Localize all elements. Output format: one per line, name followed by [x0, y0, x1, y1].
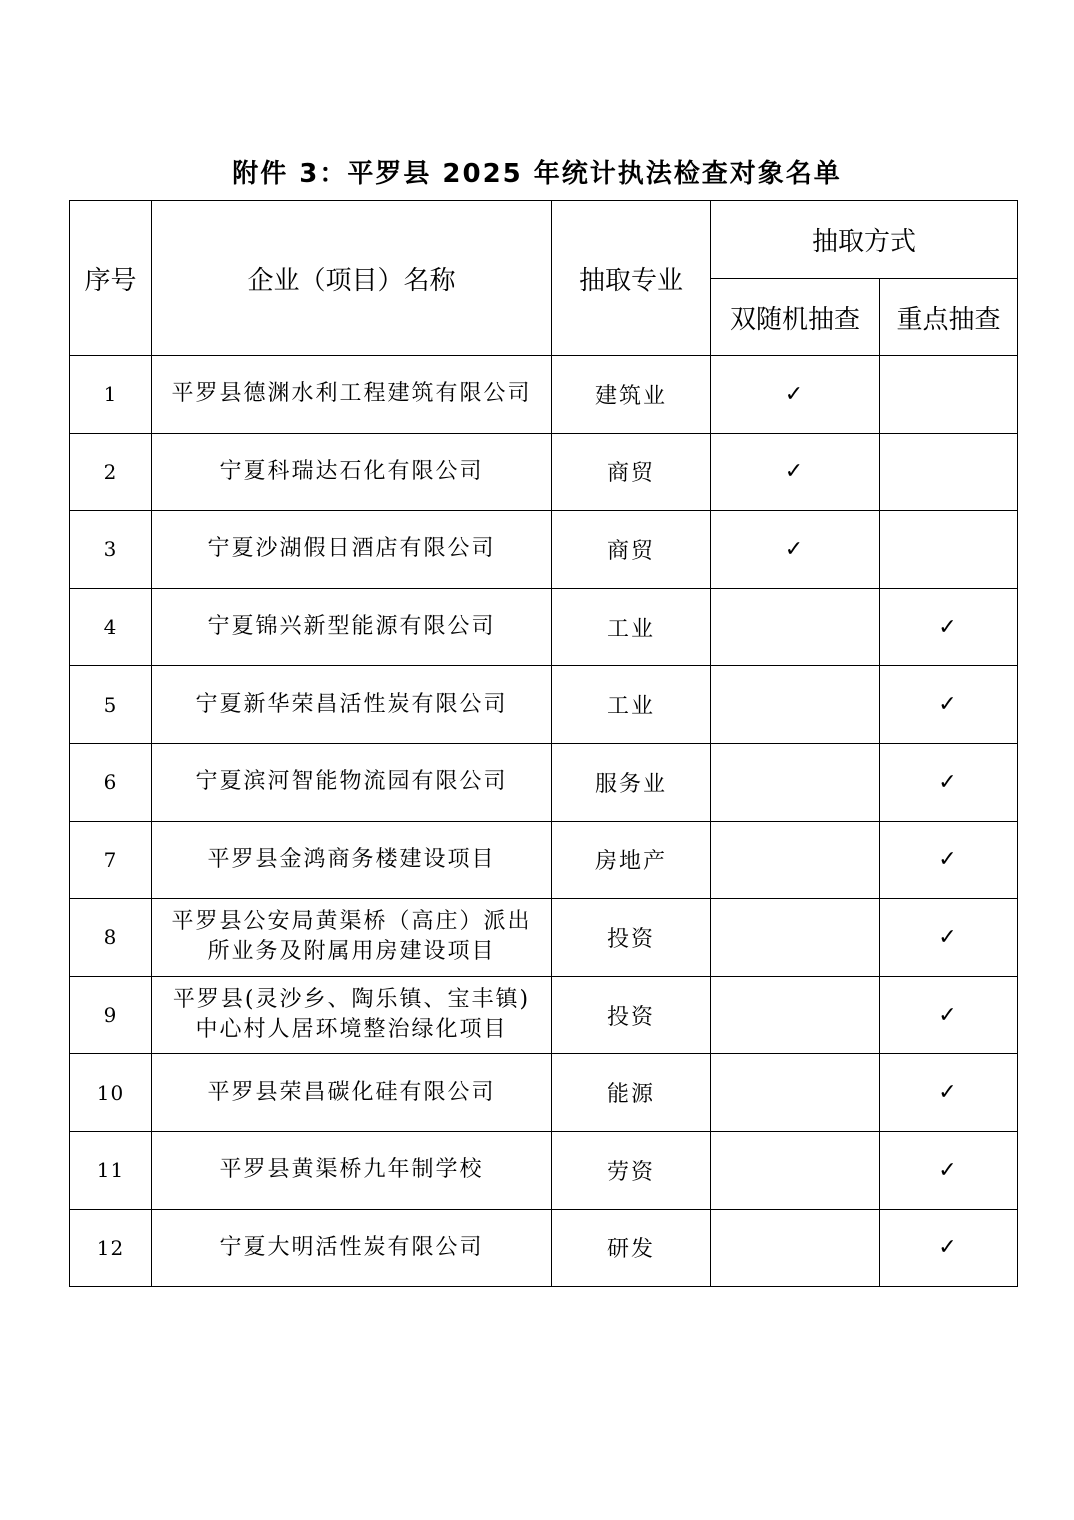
row-name: 平罗县金鸿商务楼建设项目 [152, 821, 552, 899]
row-number: 10 [70, 1054, 152, 1132]
table-row [70, 1209, 1018, 1287]
header-random: 双随机抽查 [711, 279, 880, 356]
row-major: 投资 [552, 899, 711, 977]
row-number: 2 [70, 433, 152, 511]
table-row [70, 511, 1018, 589]
table-row [70, 588, 1018, 666]
row-major: 研发 [552, 1209, 711, 1287]
row-major: 工业 [552, 666, 711, 744]
row-number: 8 [70, 899, 152, 977]
random-check: ✓ [711, 356, 880, 434]
row-major: 房地产 [552, 821, 711, 899]
random-check [711, 1054, 880, 1132]
row-major: 能源 [552, 1054, 711, 1132]
row-number: 5 [70, 666, 152, 744]
row-number: 12 [70, 1209, 152, 1287]
random-check [711, 976, 880, 1054]
table-row [70, 1131, 1018, 1209]
row-number: 7 [70, 821, 152, 899]
row-name [152, 976, 552, 1054]
random-check [711, 743, 880, 821]
table-row [70, 976, 1018, 1054]
key-check [880, 433, 1018, 511]
key-check: ✓ [880, 1131, 1018, 1209]
row-number: 4 [70, 588, 152, 666]
table-row [70, 666, 1018, 744]
key-check: ✓ [880, 743, 1018, 821]
row-name: 宁夏大明活性炭有限公司 [152, 1209, 552, 1287]
header-name: 企业（项目）名称 [152, 201, 552, 356]
header-seq: 序号 [70, 201, 152, 356]
key-check: ✓ [880, 666, 1018, 744]
row-number: 1 [70, 356, 152, 434]
key-check: ✓ [880, 976, 1018, 1054]
header-key: 重点抽查 [880, 279, 1018, 356]
document-title: 附件 3：平罗县 2025 年统计执法检查对象名单 [232, 159, 842, 189]
row-major: 投资 [552, 976, 711, 1054]
row-major: 商贸 [552, 433, 711, 511]
row-name-line: 所业务及附属用房建设项目 [207, 939, 496, 965]
key-check: ✓ [880, 821, 1018, 899]
random-check: ✓ [711, 511, 880, 589]
row-name: 平罗县黄渠桥九年制学校 [152, 1131, 552, 1209]
row-major: 工业 [552, 588, 711, 666]
row-name: 宁夏滨河智能物流园有限公司 [152, 743, 552, 821]
random-check [711, 1131, 880, 1209]
row-major: 商贸 [552, 511, 711, 589]
row-name [152, 899, 552, 977]
row-name-line: 中心村人居环境整治绿化项目 [195, 1017, 508, 1043]
key-check [880, 511, 1018, 589]
row-major: 服务业 [552, 743, 711, 821]
row-number: 9 [70, 976, 152, 1054]
header-method: 抽取方式 [711, 201, 1018, 279]
row-number: 3 [70, 511, 152, 589]
row-name: 宁夏沙湖假日酒店有限公司 [152, 511, 552, 589]
key-check: ✓ [880, 588, 1018, 666]
row-name: 宁夏新华荣昌活性炭有限公司 [152, 666, 552, 744]
row-number: 6 [70, 743, 152, 821]
table-row [70, 433, 1018, 511]
key-check [880, 356, 1018, 434]
key-check: ✓ [880, 899, 1018, 977]
random-check [711, 1209, 880, 1287]
table-row [70, 743, 1018, 821]
random-check [711, 588, 880, 666]
row-name: 宁夏科瑞达石化有限公司 [152, 433, 552, 511]
row-major: 建筑业 [552, 356, 711, 434]
random-check: ✓ [711, 433, 880, 511]
random-check [711, 666, 880, 744]
table-row [70, 821, 1018, 899]
table-row [70, 356, 1018, 434]
row-major: 劳资 [552, 1131, 711, 1209]
row-name: 宁夏锦兴新型能源有限公司 [152, 588, 552, 666]
row-name: 平罗县荣昌碳化硅有限公司 [152, 1054, 552, 1132]
key-check: ✓ [880, 1209, 1018, 1287]
row-name-line: 平罗县公安局黄渠桥（高庄）派出 [171, 909, 532, 935]
table-row [70, 899, 1018, 977]
row-name: 平罗县德渊水利工程建筑有限公司 [152, 356, 552, 434]
row-number: 11 [70, 1131, 152, 1209]
header-major: 抽取专业 [552, 201, 711, 356]
inspection-list-table [69, 200, 1018, 1287]
table-row [70, 1054, 1018, 1132]
key-check: ✓ [880, 1054, 1018, 1132]
random-check [711, 821, 880, 899]
random-check [711, 899, 880, 977]
row-name-line: 平罗县(灵沙乡、陶乐镇、宝丰镇) [172, 987, 531, 1013]
